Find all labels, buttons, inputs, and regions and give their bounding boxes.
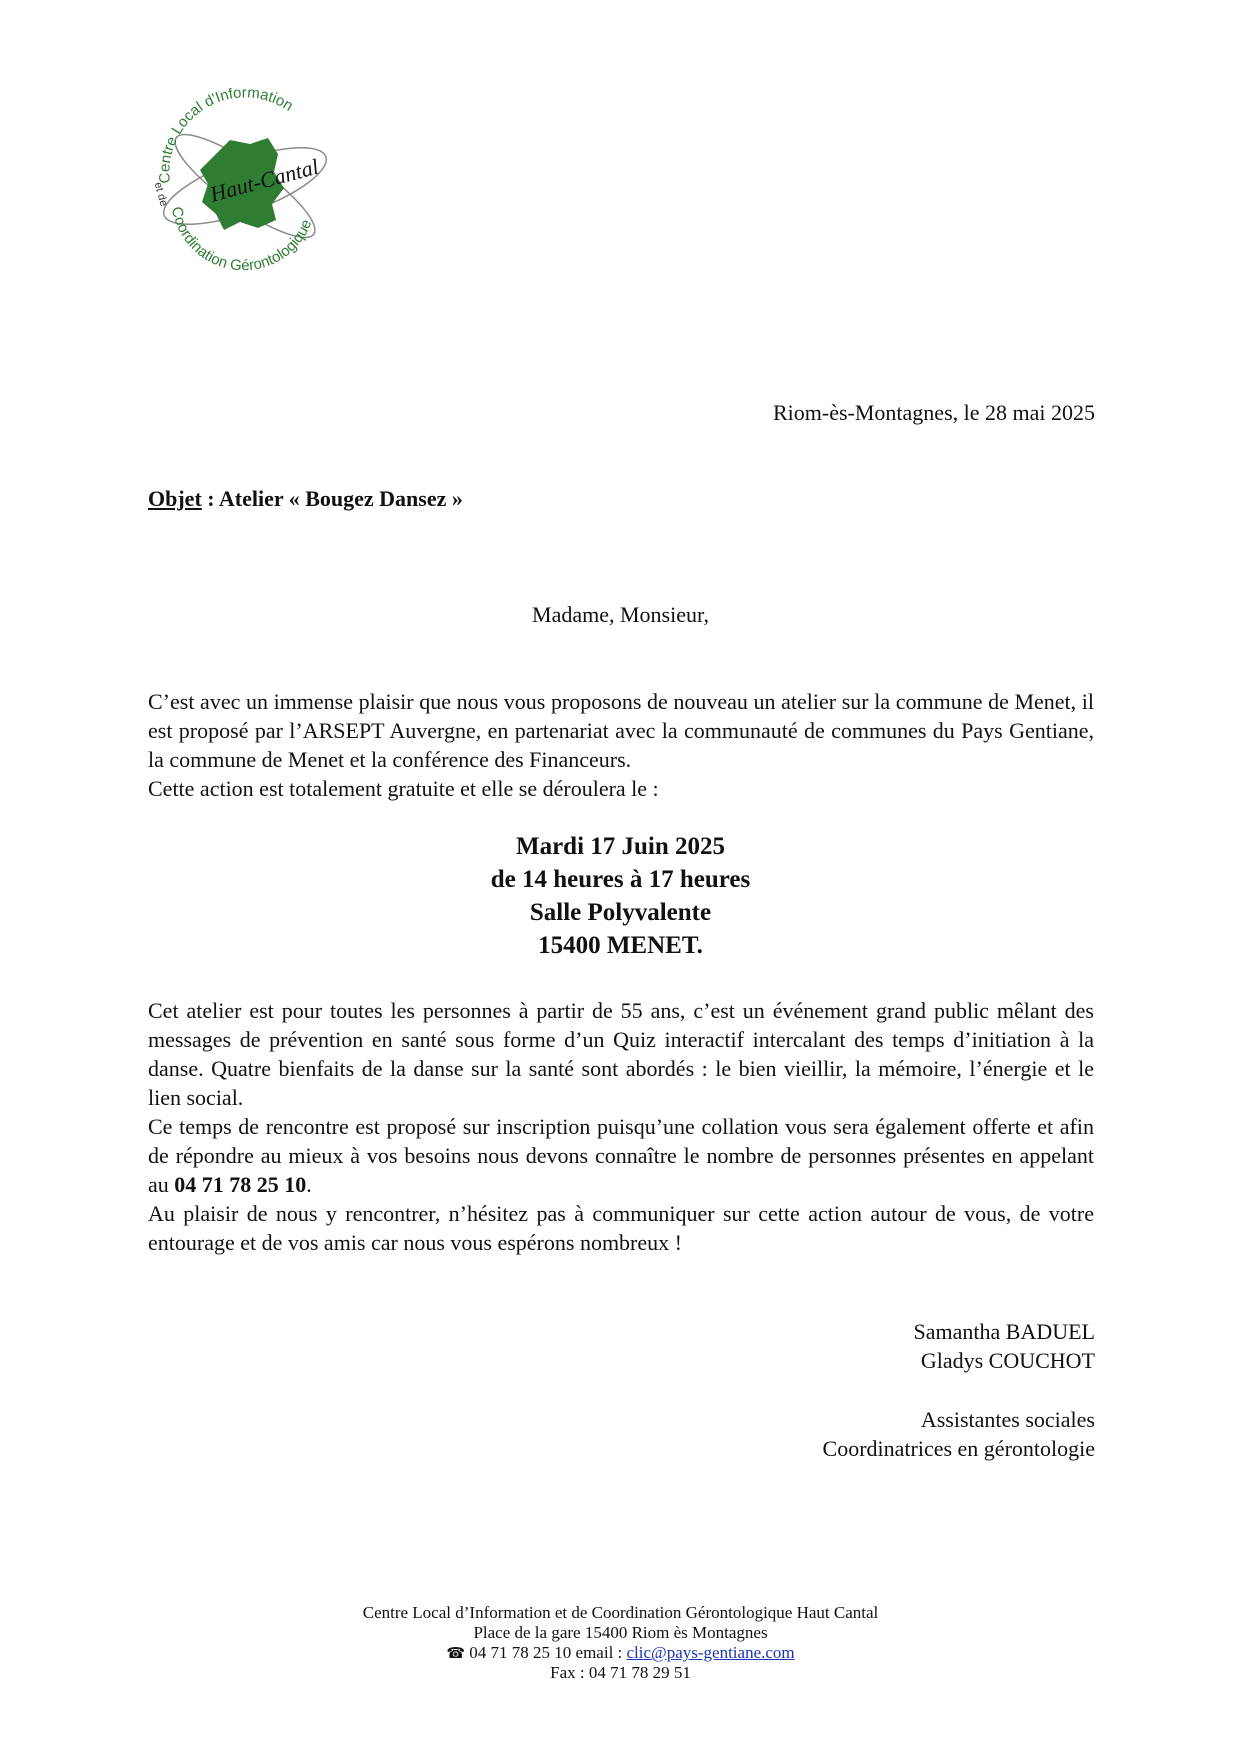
details-sentence: Cet atelier est pour toutes les personnes à partir de 55 ans, c’est un événement grand public mêlant des messages de prévention en santé sous forme d’un Quiz interactif intercalant des temps d’initiation à la danse. Quatre bienfaits de la danse sur la santé sont abordés : le bien vieillir, la mémoire, l’énergie et le lien social. xyxy=(148,998,1094,1110)
clic-logo xyxy=(150,88,340,283)
event-venue: Salle Polyvalente xyxy=(529,899,712,926)
letter-date: Riom-ès-Montagnes, le 28 mai 2025 xyxy=(772,400,1095,425)
closing-sentence: Au plaisir de nous y rencontrer, n’hésitez pas à communiquer sur cette action autour de vous, de votre entourage et de vos amis car nous vous espérons nombreux ! xyxy=(148,1201,1094,1255)
event-date: Mardi 17 Juin 2025 xyxy=(515,833,726,860)
intro-paragraph xyxy=(148,687,1094,803)
salutation: Madame, Monsieur, xyxy=(532,602,709,627)
footer-fax: Fax : 04 71 78 29 51 xyxy=(550,1663,691,1682)
phone-icon: ☎ xyxy=(446,1644,466,1662)
clic-logo-graphic xyxy=(150,88,340,283)
details-paragraph xyxy=(148,996,1094,1257)
signatory-role: Assistantes sociales xyxy=(920,1407,1095,1432)
svg-text:Coordination Gérontologique: Coordination Gérontologique xyxy=(167,205,316,275)
signatory-role: Coordinatrices en gérontologie xyxy=(822,1436,1095,1461)
svg-text:Centre Local d'Information: Centre Local d'Information xyxy=(156,88,297,184)
svg-text:et de: et de xyxy=(151,180,170,208)
footer-org: Centre Local d’Information et de Coordination Gérontologique Haut Cantal xyxy=(362,1603,879,1622)
subject-label: Objet xyxy=(148,486,202,511)
footer-email-link[interactable]: clic@pays-gentiane.com xyxy=(626,1643,795,1662)
intro-sentence: Cette action est totalement gratuite et elle se déroulera le : xyxy=(148,776,659,801)
signatures xyxy=(914,1317,1095,1375)
registration-sentence: Ce temps de rencontre est proposé sur inscription puisqu’une collation vous sera également offerte et afin de répondre au mieux à vos besoins nous devons connaître le nombre de personnes présentes en appelant au 04 71 78 25 10. xyxy=(148,1114,1094,1197)
footer-contact: ☎ 04 71 78 25 10 email : clic@pays-gentiane.com xyxy=(446,1643,795,1662)
footer-address: Place de la gare 15400 Riom ès Montagnes xyxy=(473,1623,768,1642)
signatory-name: Gladys COUCHOT xyxy=(920,1348,1095,1373)
event-time: de 14 heures à 17 heures xyxy=(490,866,751,893)
signatory-name: Samantha BADUEL xyxy=(913,1319,1095,1344)
letter-footer xyxy=(0,1603,1241,1683)
registration-phone: 04 71 78 25 10 xyxy=(174,1172,307,1197)
intro-sentence: C’est avec un immense plaisir que nous vous proposons de nouveau un atelier sur la commune de Menet, il est proposé par l’ARSEPT Auvergne, en partenariat avec la communauté de communes du Pays Gentiane, la commune de Menet et la conférence des Financeurs. xyxy=(148,689,1094,772)
event-place: 15400 MENET. xyxy=(538,932,703,959)
event-details xyxy=(0,830,1241,962)
svg-text:Haut-Cantal: Haut-Cantal xyxy=(207,153,322,207)
letter-subject xyxy=(148,486,463,512)
subject-text: : Atelier « Bougez Dansez » xyxy=(201,486,463,511)
signatory-roles xyxy=(823,1405,1095,1463)
